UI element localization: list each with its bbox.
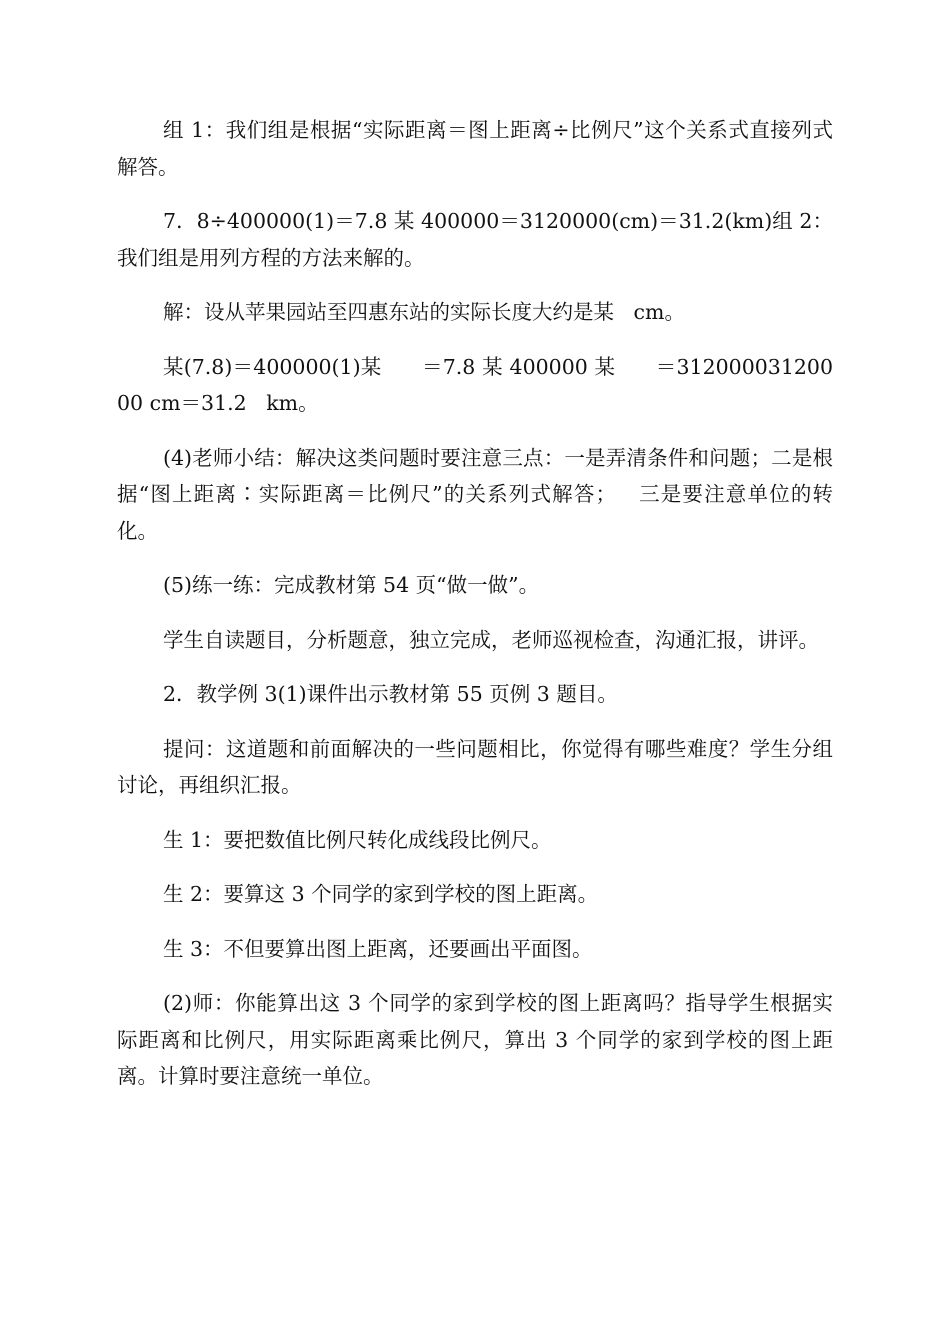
paragraph-equation: 某(7.8)＝400000(1)某 ＝7.8 某 400000 某 ＝31200003120000 cm＝31.2 km。 [117,354,833,415]
paragraph-solution-setup: 解：设从苹果园站至四惠东站的实际长度大约是某 cm。 [163,300,685,324]
paragraph-question: 提问：这道题和前面解决的一些问题相比，你觉得有哪些难度？学生分组讨论，再组织汇报。 [117,736,833,797]
paragraph-calculation: 7．8÷400000(1)＝7.8 某 400000＝3120000(cm)＝31.2(km)组 2：我们组是用列方程的方法来解的。 [117,209,833,270]
document-body [117,112,833,1113]
paragraph-student-work: 学生自读题目，分析题意，独立完成，老师巡视检查，沟通汇报，讲评。 [163,627,819,652]
paragraph-practice: (5)练一练：完成教材第 54 页“做一做”。 [163,573,540,597]
paragraph-student-1: 生 1：要把数值比例尺转化成线段比例尺。 [163,827,552,852]
paragraph-teacher-summary: (4)老师小结：解决这类问题时要注意三点：一是弄清条件和问题；二是根据“图上距离∶实际距离＝比例尺”的关系列式解答； 三是要注意单位的转化。 [117,445,833,543]
paragraph-student-2: 生 2：要算这 3 个同学的家到学校的图上距离。 [163,882,599,906]
paragraph-example-3: 2．教学例 3(1)课件出示教材第 55 页例 3 题目。 [163,682,618,706]
paragraph-student-3: 生 3：不但要算出图上距离，还要画出平面图。 [163,936,593,961]
paragraph-group1-answer: 组 1：我们组是根据“实际距离＝图上距离÷比例尺”这个关系式直接列式解答。 [117,118,833,179]
paragraph-teacher-guide: (2)师：你能算出这 3 个同学的家到学校的图上距离吗？指导学生根据实际距离和比例尺，用实际距离乘比例尺，算出 3 个同学的家到学校的图上距离。计算时要注意统一单位。 [117,991,833,1088]
